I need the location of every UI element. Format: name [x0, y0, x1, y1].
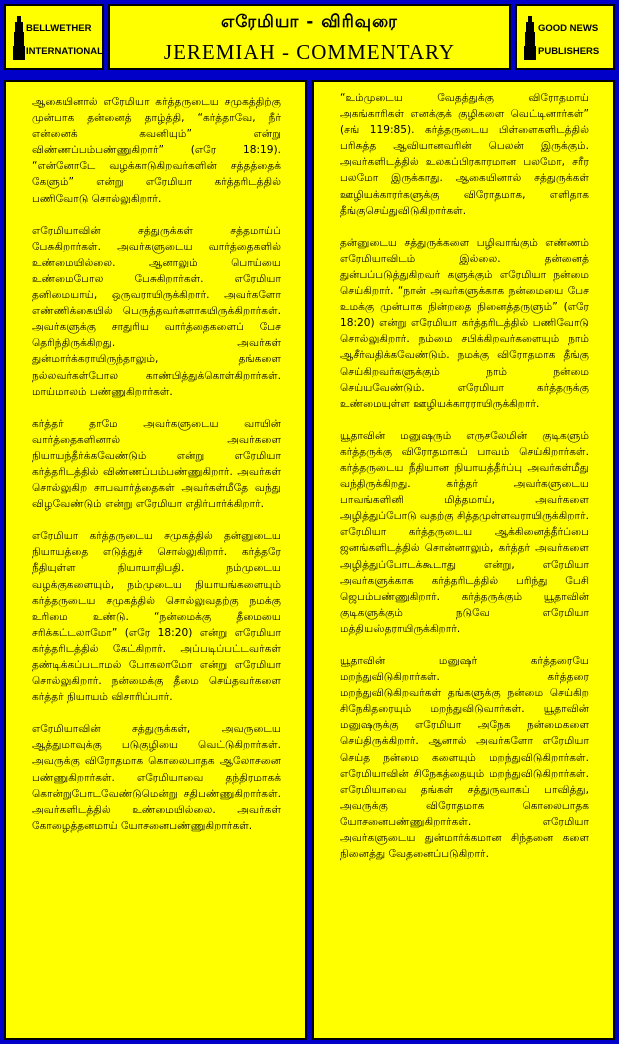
page-title-tamil: எரேமியா - விரிவுரை	[221, 12, 398, 32]
left-column	[4, 80, 307, 1040]
paragraph: யூதாவின் மனுஷரும் எருசலேமின் குடிகளும் கர்த்தருக்கு விரோதமாகப் பாவம் செய்கிறார்கள். கர்த்தருடைய நீதியான நியாயத்தீர்ப்பு அவர்கள்மீது வந்திருக்கிறது. கர்த்தர் அவர்களுடைய பாவங்களினி மித்தமாய், அவர்களை அழித்துப்போடு வதற்கு சித்தமுள்ளவராயிருக்கிறார். எரேமியா கர்த்தருடைய ஆக்கினைத்தீர்ப்பை ஜனங்களிடத்தில் சொன்னாலும், கர்த்தர் அவர்களை அழித்துப்போடக்கூடாது என்று, எரேமியா அவர்களுக்காக கர்த்தரிடத்தில் பரிந்து பேசி ஜெபம்பண்ணுகிறார். கர்த்தருக்கும் யூதாவின் குடிகளுக்கும் நடுவே எரேமியா மத்தியஸ்தராயிருக்கிறார்.	[340, 429, 589, 635]
right-logo-line1: GOOD NEWS	[538, 23, 599, 34]
paragraph: தன்னுடைய சத்துருக்களை பழிவாங்கும் எண்ணம் எரேமியாவிடம் இல்லை. தன்னைத் துன்பப்படுத்துகிறவர் களுக்கும் எரேமியா நன்மை செய்கிறார். “நான் அவர்களுக்காக நன்மையை பேச உமக்கு முன்பாக நின்றதை நினைத்தருளும்” (எரே 18:20) என்று எரேமியா கர்த்தரிடத்தில் பணிவோடு சொல்லுகிறார். நம்மை சபிக்கிறவர்களையும் நாம் ஆசீர்வதிக்கவேண்டும். நமக்கு விரோதமாக தீங்கு செய்கிறவர்களுக்கும் நாம் நன்மை செய்யவேண்டும். எரேமியா கர்த்தருக்கு உண்மையுள்ள ஊழியக்காரராயிருக்கிறார்.	[340, 236, 589, 410]
page-title-english: JEREMIAH - COMMENTARY	[163, 40, 456, 64]
right-column	[312, 80, 615, 1040]
bell-tower-icon	[12, 14, 26, 62]
left-logo-line2: INTERNATIONAL	[26, 46, 103, 57]
tower-icon	[523, 14, 537, 62]
title-box	[108, 4, 511, 70]
paragraph: எரேமியாவின் சத்துருக்கள் சத்தமாய்ப் பேசுகிறார்கள். அவர்களுடைய வார்த்தைகளில் உண்மையில்லை. ஆனாலும் பொய்யை உண்மைபோல பேசுகிறார்கள். எரேமியா தனிமையாய், ஒருவராயிருக்கிறார். அவர்களோ எண்ணிக்கையில் பெருத்தவர்களாகயிருக்கிறார்கள். அவர்களுக்கு சாதுரிய வார்த்தைகளைப் பேச தெரிந்திருக்கிறது. அவர்கள் துன்மார்க்கராயிருந்தாலும், தங்களை நல்லவர்கள்போல காண்பித்துக்கொள்கிறார்கள். மாய்மாலம் பண்ணுகிறார்கள்.	[32, 224, 281, 398]
paragraph: ஆகையினால் எரேமியா கர்த்தருடைய சமுகத்திற்கு முன்பாக தன்னைத் தாழ்த்தி, “கர்த்தாவே, நீர் என்னைக் கவனியும்” என்று விண்ணப்பம்பண்ணுகிறார்” (எரே 18:19). “என்னோடே வழக்காடுகிறவர்களின் சத்தத்தைக் கேளும்” என்று எரேமியா கர்த்தரிடத்தில் பணிவோடு சொல்லுகிறார்.	[32, 96, 281, 205]
paragraph: யூதாவின் மனுஷர் கர்த்தரையே மறந்துவிடுகிறார்கள். கர்த்தரை மறந்துவிடுகிறவர்கள் தங்களுக்கு நன்மை செய்கிற சிநேகிதரையும் மறந்துவிடுவார்கள். யூதாவின் மனுஷருக்கு எரேமியா அநேக நன்மைகளை செய்திருக்கிறார். ஆனால் அவர்களோ எரேமியா செய்த நன்மை களையும் மறந்துவிடுகிறார்கள். எரேமியாவின் சிநேகத்தையும் மறந்துவிடுகிறார்கள். எரேமியாவை தங்கள் சத்துருவாகப் பாவித்து, அவருக்கு விரோதமாக கொலைபாதக யோசனைபண்ணுகிறார்கள். எரேமியா அவர்களுடைய துன்மார்க்கமான சிந்தனை களை நினைத்து வேதனைப்படுகிறார்.	[340, 655, 589, 861]
left-logo-line1: BELLWETHER	[26, 23, 92, 34]
right-logo-line2: PUBLISHERS	[538, 46, 600, 57]
paragraph: எரேமியாவின் சத்துருக்கள், அவருடைய ஆத்துமாவுக்கு படுகுழியை வெட்டுகிறார்கள். அவருக்கு விரோதமாக கொலைபாதக ஆலோசனை பண்ணுகிறார்கள். எரேமியாவை தந்திரமாகக் கொன்றுபோடவேண்டுமென்று சதிபண்ணுகிறார்கள். அவர்களிடத்தில் உண்மையில்லை. அவர்கள் கோழைத்தனமாய் யோசனைபண்ணுகிறார்கள்.	[32, 723, 281, 832]
paragraph: “உம்முடைய வேதத்துக்கு விரோதமாய் அகங்காரிகள் எனக்குக் குழிகளை வெட்டினார்கள்” (சங் 119:85). கர்த்தருடைய பிள்ளைகளிடத்தில் பரிசுத்த ஆவியானவரின் பெலன் இருக்கும். அவர்களிடத்தில் உலகப்பிரகாரமான பலமோ, சரீர பலமோ இருக்காது. ஆகையினால் சத்துருக்கள் ஊழியக்காரர்களுக்கு விரோதமாக, எளிதாக தீங்குசெய்துவிடுகிறார்கள்.	[340, 92, 589, 217]
paragraph: கர்த்தர் தாமே அவர்களுடைய வாயின் வார்த்தைகளினால் அவர்களை நியாயந்தீர்க்கவேண்டும் என்று எரேமியா கர்த்தரிடத்தில் விண்ணப்பம்பண்ணுகிறார். அவர்கள் சொல்லுகிற சாபவார்த்தைகள் அவர்கள்மீதே வந்து விழவேண்டும் என்று எரேமியா எதிர்பார்க்கிறார்.	[32, 417, 281, 511]
paragraph: எரேமியா கர்த்தருடைய சமுகத்தில் தன்னுடைய நியாயத்தை எடுத்துச் சொல்லுகிறார். கர்த்தரே நீதியுள்ள நியாயாதிபதி. நம்முடைய வழக்குகளையும், நம்முடைய நியாயங்களையும் கர்த்தருடைய சமுகத்தில் சொல்லுவதற்கு நமக்கு உரிமை உண்டு. “நன்மைக்கு தீமையை சரிக்கட்டலாமோ” (எரே 18:20) என்று எரேமியா கர்த்தரிடத்தில் கேட்கிறார். அப்படிப்பட்டவர்கள் தண்டிக்கப்படாமல் போகலாமோ என்று எரேமியா சொல்லுகிறார். நன்மைக்கு தீமை செய்தவர்களை கர்த்தர் நியாயம் விசாரிப்பார்.	[32, 530, 281, 704]
good-news-logo	[515, 4, 615, 70]
bellwether-logo	[4, 4, 104, 70]
